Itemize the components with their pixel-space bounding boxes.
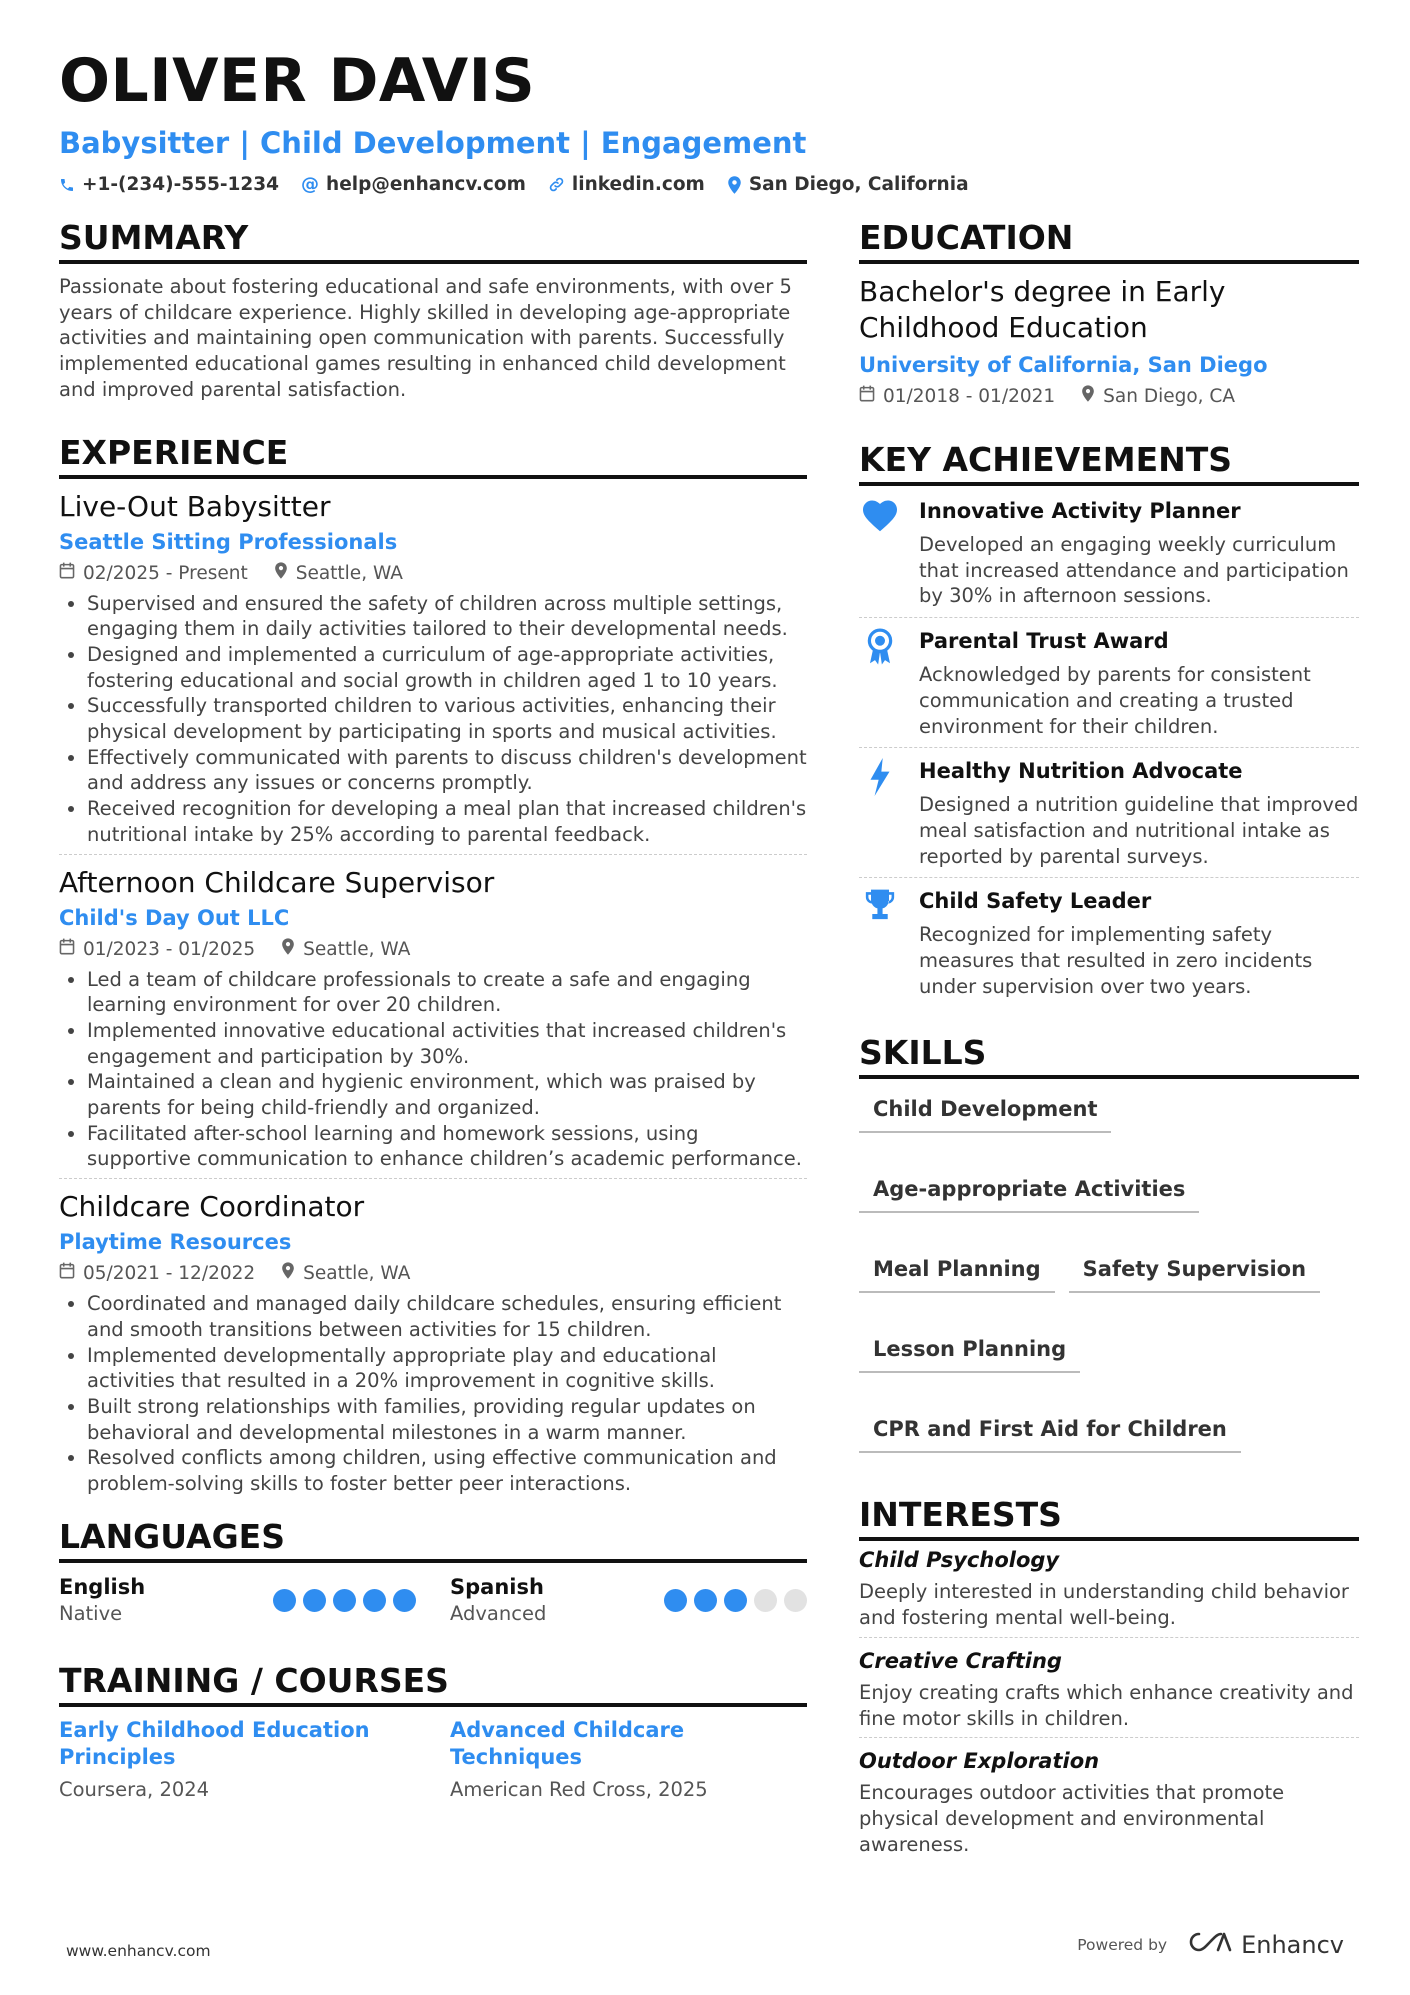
infinity-logo-icon (1187, 1930, 1233, 1960)
education-dates: 01/2018 - 01/2021 (883, 386, 1056, 407)
achievement-item (859, 618, 1359, 748)
languages-heading: LANGUAGES (59, 1517, 807, 1563)
job-title: Live-Out Babysitter (59, 489, 331, 523)
job-meta (59, 937, 807, 963)
bullet-item: • Facilitated after-school learning and homework sessions, using supportive communication to enhance children’s academic performance. (87, 1121, 807, 1172)
job-company: Playtime Resources (59, 1230, 292, 1255)
footer-website[interactable]: www.enhancv.com (66, 1942, 211, 1960)
course-name: Early Childhood Education Principles (59, 1717, 370, 1769)
job-entry (59, 865, 807, 1180)
skill-tag: Age-appropriate Activities (859, 1173, 1199, 1213)
education-heading: EDUCATION (859, 218, 1359, 264)
summary-text: Passionate about fostering educational and safe environments, with over 5 years of childcare experience. Highly skilled in developing age-appropriate activities and maintaining open communication with parents. Successfully implemented educational games resulting in enhanced child development and improved parental satisfaction. (59, 275, 792, 401)
bullet-item: • Effectively communicated with parents to discuss children's development and address any issues or concerns promptly. (87, 745, 807, 796)
skill-tag: Child Development (859, 1093, 1111, 1133)
skill-tag: CPR and First Aid for Children (859, 1413, 1241, 1453)
brand-logo[interactable] (1187, 1930, 1344, 1960)
powered-by-label: Powered by (1077, 1936, 1168, 1954)
bullet-item: • Coordinated and managed daily childcare schedules, ensuring efficient and smooth transitions between activities for 15 children. (87, 1291, 807, 1342)
rating-dot (724, 1589, 747, 1612)
education-location: San Diego, CA (1103, 386, 1236, 407)
contact-location (727, 174, 969, 195)
contact-phone[interactable] (59, 174, 279, 195)
rating-dot (303, 1589, 326, 1612)
map-pin-icon (1081, 384, 1095, 410)
job-bullets (59, 1291, 807, 1497)
summary-heading: SUMMARY (59, 218, 807, 264)
course-item (450, 1717, 807, 1803)
job-meta (59, 1261, 807, 1287)
achievement-desc: Acknowledged by parents for consistent communication and creating a trusted environment for their children. (919, 663, 1311, 738)
rating-dot (694, 1589, 717, 1612)
training-heading: TRAINING / COURSES (59, 1661, 807, 1707)
interest-item (859, 1646, 1359, 1738)
achievement-title: Healthy Nutrition Advocate (919, 759, 1243, 784)
language-rating (664, 1589, 807, 1612)
language-level: Advanced (450, 1601, 547, 1625)
contact-row (59, 174, 1351, 195)
achievement-title: Child Safety Leader (919, 889, 1152, 914)
at-sign-icon: @ (301, 174, 320, 195)
contact-email[interactable] (301, 174, 526, 195)
location-text: San Diego, California (748, 174, 969, 195)
language-rating (273, 1589, 416, 1612)
job-dates: 05/2021 - 12/2022 (83, 1263, 256, 1285)
language-level: Native (59, 1601, 123, 1625)
calendar-icon (59, 561, 75, 587)
interest-title: Creative Crafting (859, 1648, 1062, 1673)
bullet-item: • Maintained a clean and hygienic environment, which was praised by parents for being child-friendly and organized. (87, 1069, 807, 1120)
bullet-item: • Implemented developmentally appropriate play and educational activities that resulted in a 20% improvement in cognitive skills. (87, 1343, 807, 1394)
course-source: American Red Cross, 2025 (450, 1777, 708, 1801)
job-location: Seattle, WA (295, 562, 403, 584)
job-entry (59, 1189, 807, 1503)
job-title: Afternoon Childcare Supervisor (59, 865, 495, 899)
courses-list (59, 1717, 807, 1803)
skills-list (859, 1093, 1359, 1453)
brand-name: Enhancv (1241, 1931, 1344, 1959)
interests-heading: INTERESTS (859, 1495, 1359, 1541)
award-icon (859, 626, 901, 739)
phone-text: +1-(234)-555-1234 (82, 174, 280, 195)
achievement-desc: Developed an engaging weekly curriculum that increased attendance and participation by 30% in afternoon sessions. (919, 533, 1349, 608)
interest-desc: Enjoy creating crafts which enhance creativity and fine motor skills in children. (859, 1680, 1354, 1730)
course-item (59, 1717, 416, 1803)
bullet-item: • Led a team of childcare professionals to create a safe and engaging learning environment for over 20 children. (87, 967, 807, 1018)
language-name: Spanish (450, 1574, 544, 1599)
job-bullets (59, 967, 807, 1173)
link-icon (548, 176, 565, 193)
interest-item (859, 1746, 1359, 1863)
resume-header (59, 46, 1351, 195)
bullet-item: • Successfully transported children to various activities, enhancing their physical development by participating in sports and musical activities. (87, 693, 807, 744)
rating-dot (333, 1589, 356, 1612)
achievement-item (859, 748, 1359, 878)
interest-title: Outdoor Exploration (859, 1749, 1100, 1774)
course-name: Advanced Childcare Techniques (450, 1717, 685, 1769)
achievement-desc: Recognized for implementing safety measures that resulted in zero incidents under supervision over two years. (919, 923, 1313, 998)
achievement-title: Innovative Activity Planner (919, 499, 1241, 523)
language-item (450, 1573, 807, 1627)
rating-dot (754, 1589, 777, 1612)
job-title: Childcare Coordinator (59, 1190, 365, 1224)
achievement-item (859, 488, 1359, 618)
calendar-icon (59, 1261, 75, 1287)
achievements-heading: KEY ACHIEVEMENTS (859, 440, 1359, 486)
map-pin-icon (274, 561, 288, 587)
bullet-item: • Resolved conflicts among children, using effective communication and problem-solving skills to foster better peer interactions. (87, 1445, 807, 1496)
language-name: English (59, 1574, 146, 1599)
phone-icon (59, 177, 75, 193)
job-meta (59, 561, 807, 587)
achievement-item (859, 878, 1359, 1007)
interest-item (859, 1545, 1359, 1637)
heart-icon (859, 496, 901, 609)
job-entry (59, 489, 807, 855)
calendar-icon (59, 937, 75, 963)
rating-dot (273, 1589, 296, 1612)
skill-tag: Meal Planning (859, 1253, 1055, 1293)
job-dates: 01/2023 - 01/2025 (83, 938, 256, 960)
job-bullets (59, 591, 807, 848)
bullet-item: • Built strong relationships with families, providing regular updates on behavioral and developmental milestones in a warm manner. (87, 1394, 807, 1445)
education-meta (859, 384, 1359, 410)
rating-dot (393, 1589, 416, 1612)
skills-heading: SKILLS (859, 1033, 1359, 1079)
job-location: Seattle, WA (303, 1263, 411, 1285)
map-pin-icon (281, 1261, 295, 1287)
bullet-item: • Implemented innovative educational activities that increased children's engagement and participation by 30%. (87, 1018, 807, 1069)
education-degree: Bachelor's degree in Early Childhood Education (859, 275, 1226, 344)
email-text: help@enhancv.com (326, 174, 526, 195)
course-source: Coursera, 2024 (59, 1777, 210, 1801)
job-location: Seattle, WA (303, 938, 411, 960)
map-pin-icon (727, 176, 742, 194)
footer-branding (1077, 1930, 1344, 1960)
skill-tag: Safety Supervision (1069, 1253, 1320, 1293)
candidate-name: OLIVER DAVIS (59, 46, 536, 116)
interest-desc: Encourages outdoor activities that promote physical development and environmental awareness. (859, 1781, 1285, 1856)
candidate-title: Babysitter | Child Development | Engagement (59, 126, 807, 160)
experience-heading: EXPERIENCE (59, 433, 807, 479)
skill-tag: Lesson Planning (859, 1333, 1080, 1373)
interest-desc: Deeply interested in understanding child behavior and fostering mental well-being. (859, 1580, 1349, 1630)
achievement-title: Parental Trust Award (919, 629, 1169, 654)
achievement-desc: Designed a nutrition guideline that improved meal satisfaction and nutritional intake as reported by parental surveys. (919, 793, 1359, 868)
left-column (59, 218, 807, 1803)
contact-website[interactable] (548, 174, 705, 195)
bullet-item: • Designed and implemented a curriculum of age-appropriate activities, fostering educational and social growth in children aged 1 to 10 years. (87, 642, 807, 693)
job-company: Seattle Sitting Professionals (59, 529, 398, 554)
trophy-icon (859, 886, 901, 999)
map-pin-icon (281, 937, 295, 963)
website-text: linkedin.com (571, 174, 705, 195)
languages-list (59, 1573, 807, 1627)
lightning-icon (859, 756, 901, 869)
bullet-item: • Received recognition for developing a meal plan that increased children's nutritional intake by 25% according to parental feedback. (87, 796, 807, 847)
education-school: University of California, San Diego (859, 353, 1268, 377)
rating-dot (664, 1589, 687, 1612)
bullet-item: • Supervised and ensured the safety of children across multiple settings, engaging them in daily activities tailored to their developmental needs. (87, 591, 807, 642)
language-item (59, 1573, 416, 1627)
rating-dot (784, 1589, 807, 1612)
job-dates: 02/2025 - Present (83, 562, 248, 584)
calendar-icon (859, 384, 875, 410)
job-company: Child's Day Out LLC (59, 905, 290, 930)
rating-dot (363, 1589, 386, 1612)
right-column (859, 218, 1359, 1871)
interest-title: Child Psychology (859, 1548, 1060, 1573)
